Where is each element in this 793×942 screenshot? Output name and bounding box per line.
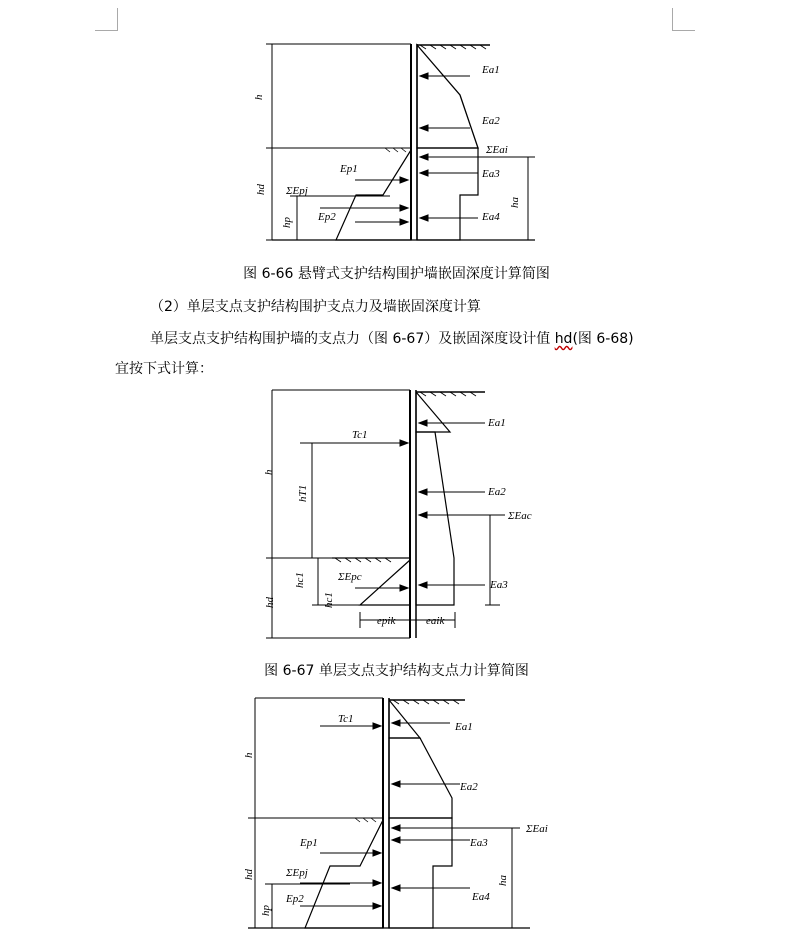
label-ep1: Ep1 [340, 163, 358, 175]
label-sum-epc: ΣEpc [338, 571, 362, 583]
label-hp: hp [260, 905, 272, 916]
label-eaik: eaik [426, 615, 445, 627]
figure-6-68-diagram [0, 688, 793, 942]
variable-hd: hd [554, 331, 573, 347]
label-ea3: Ea3 [470, 837, 488, 849]
label-hT1: hT1 [297, 484, 309, 502]
label-epik: epik [377, 615, 396, 627]
label-hc1: hc1 [294, 572, 306, 588]
figure-6-66-caption: 图 6-66 悬臂式支护结构围护墙嵌固深度计算简图 [243, 266, 550, 282]
paragraph-text: 单层支点支护结构围护墙的支点力（图 6-67）及嵌固深度设计值 [150, 331, 555, 347]
label-ea1: Ea1 [455, 721, 473, 733]
label-ha: ha [497, 875, 509, 886]
label-hc1b: hc1 [323, 592, 335, 608]
figure-6-66 [0, 0, 793, 260]
label-ep1: Ep1 [300, 837, 318, 849]
label-ha: ha [509, 197, 521, 208]
label-ea3: Ea3 [482, 168, 500, 180]
active-pressure-lower [417, 148, 478, 240]
label-ea3: Ea3 [490, 579, 508, 591]
label-h: h [243, 752, 255, 758]
label-ep2: Ep2 [286, 893, 304, 905]
label-ea4: Ea4 [472, 891, 490, 903]
figure-6-67-caption: 图 6-67 单层支点支护结构支点力计算简图 [264, 663, 529, 679]
label-ea2: Ea2 [460, 781, 478, 793]
force-arrows [320, 73, 490, 225]
paragraph-ref: (图 6-68) [572, 331, 634, 347]
label-hd: hd [243, 869, 255, 880]
label-sum-eac: ΣEac [508, 510, 532, 522]
figure-6-67 [0, 380, 793, 655]
label-hd: hd [264, 597, 276, 608]
label-hd: hd [255, 184, 267, 195]
label-hp: hp [281, 217, 293, 228]
label-ea2: Ea2 [482, 115, 500, 127]
label-sum-eai: ΣEai [526, 823, 548, 835]
label-tc1: Tc1 [352, 429, 368, 441]
label-h: h [253, 94, 265, 100]
label-ep2: Ep2 [318, 211, 336, 223]
label-sum-epj: ΣEpj [286, 867, 308, 879]
figure-6-66-diagram [0, 0, 793, 260]
label-ea1: Ea1 [488, 417, 506, 429]
paragraph-line2: 宜按下式计算： [115, 361, 213, 377]
label-ea2: Ea2 [488, 486, 506, 498]
label-sum-epj: ΣEpj [286, 185, 308, 197]
figure-6-68 [0, 688, 793, 942]
paragraph-line1 [150, 328, 634, 348]
label-sum-eai: ΣEai [486, 144, 508, 156]
label-ea1: Ea1 [482, 64, 500, 76]
label-tc1: Tc1 [338, 713, 354, 725]
label-ea4: Ea4 [482, 211, 500, 223]
figure-6-67-diagram [0, 380, 793, 655]
section-heading: （2）单层支点支护结构围护支点力及墙嵌固深度计算 [150, 299, 481, 315]
label-h: h [263, 469, 275, 475]
active-pressure-upper [417, 45, 478, 148]
